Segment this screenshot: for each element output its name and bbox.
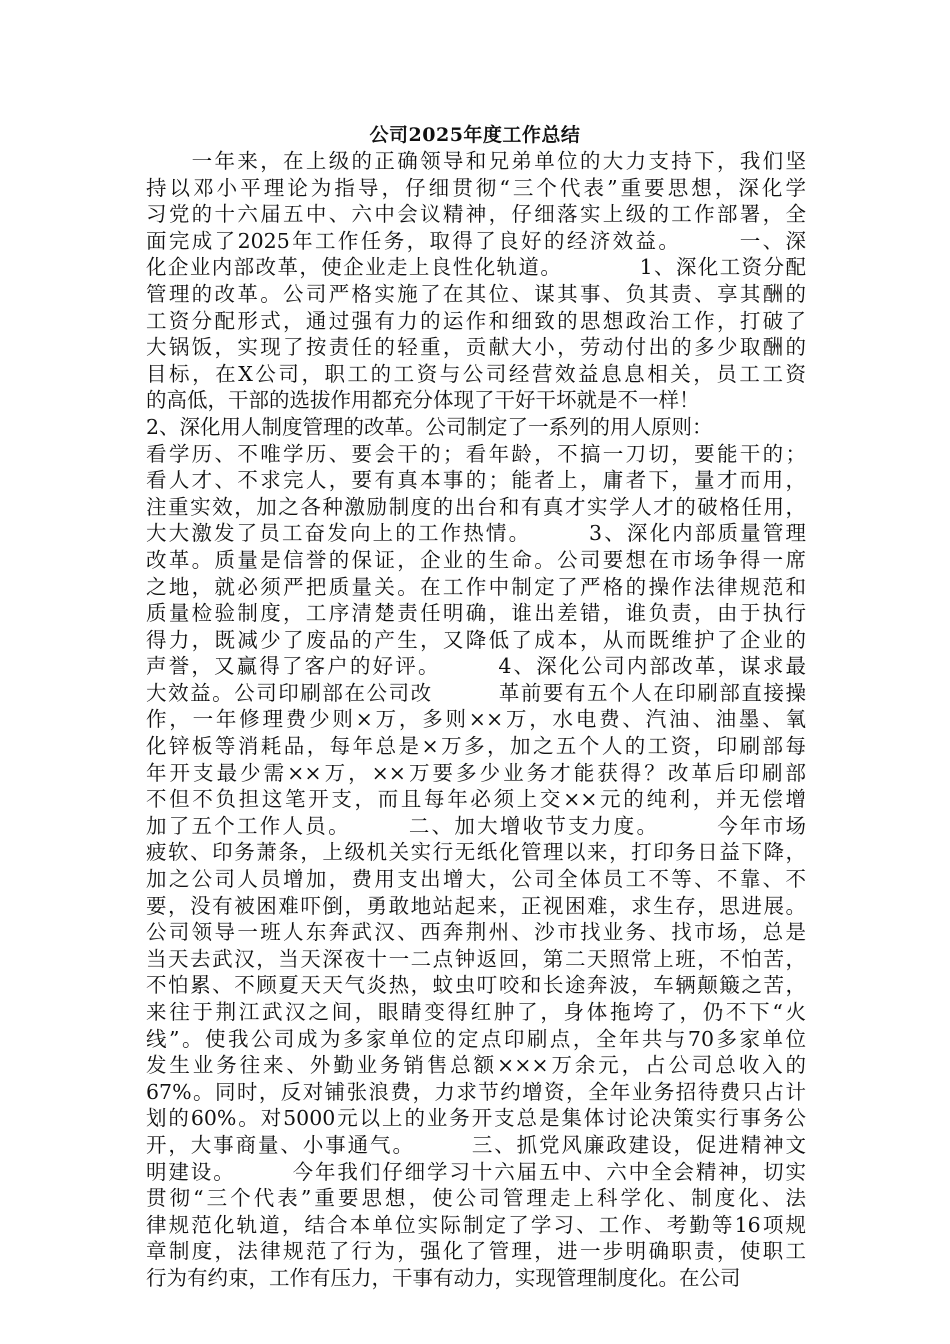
body-line: 工资分配形式，通过强有力的运作和细致的思想政治工作，打破了: [146, 308, 806, 333]
body-line: 之地，就必须严把质量关。在工作中制定了严格的操作法律规范和: [146, 574, 806, 599]
body-line: 公司领导一班人东奔武汉、西奔荆州、沙市找业务、找市场，总是: [146, 920, 806, 945]
body-line: 来往于荆江武汉之间，眼睛变得红肿了，身体拖垮了，仍不下“火: [146, 1000, 806, 1024]
body-line: 章制度，法律规范了行为，强化了管理，进一步明确职责，使职工: [146, 1239, 806, 1264]
body-line: 化锌板等消耗品，每年总是×万多，加之五个人的工资，印刷部每: [146, 734, 806, 759]
body-line: 明建设。 今年我们仔细学习十六届五中、六中全会精神，切实: [146, 1159, 806, 1184]
body-line: 不但不负担这笔开支，而且每年必须上交××元的纯利，并无偿增: [146, 787, 806, 812]
body-line: 目标，在Ⅹ公司，职工的工资与公司经营效益息息相关，员工工资: [146, 361, 806, 386]
body-line: 疲软、印务萧条，上级机关实行无纸化管理以来，打印务日益下降，: [146, 840, 806, 865]
body-line: 开，大事商量、小事通气。 三、抓党风廉政建设，促进精神文: [146, 1132, 806, 1157]
body-line: 化企业内部改革，使企业走上良性化轨道。 1、深化工资分配: [146, 255, 806, 280]
body-line: 持以邓小平理论为指导，仔细贯彻“三个代表”重要思想，深化学: [146, 175, 806, 200]
body-line: 2、深化用人制度管理的改革。公司制定了一系列的用人原则：: [146, 414, 713, 439]
body-line: 加之公司人员增加，费用支出增大，公司全体员工不等、不靠、不: [146, 867, 806, 892]
document-title: 公司2025年度工作总结: [369, 124, 581, 146]
document-body: [146, 148, 806, 1292]
body-line: 发生业务往来、外勤业务销售总额×××万余元，占公司总收入的: [146, 1053, 806, 1078]
body-line: 管理的改革。公司严格实施了在其位、谋其事、负其责、享其酬的: [146, 281, 806, 306]
body-line: 看学历、不唯学历、要会干的；看年龄，不搞一刀切，要能干的；: [146, 441, 806, 466]
body-line: 看人才、不求完人，要有真本事的；能者上，庸者下，量才而用，: [146, 468, 806, 493]
body-line: 贯彻“三个代表”重要思想，使公司管理走上科学化、制度化、法: [146, 1186, 806, 1211]
body-line: 律规范化轨道，结合本单位实际制定了学习、工作、考勤等16项规: [146, 1212, 806, 1237]
body-line: 线”。使我公司成为多家单位的定点印刷点，全年共与70多家单位: [146, 1026, 806, 1051]
body-line: 67%。同时，反对铺张浪费，力求节约增资，全年业务招待费只占计: [146, 1079, 806, 1104]
body-line: 大锅饭，实现了按责任的轻重，贡献大小，劳动付出的多少取酬的: [146, 335, 806, 360]
body-line: 当天去武汉，当天深夜十一二点钟返回，第二天照常上班，不怕苦，: [146, 946, 806, 971]
body-line: 行为有约束，工作有压力，干事有动力，实现管理制度化。在公司: [146, 1265, 741, 1290]
body-line: 得力，既减少了废品的产生，又降低了成本，从而既维护了企业的: [146, 627, 806, 652]
body-line: 划的60%。对5000元以上的业务开支总是集体讨论决策实行事务公: [146, 1106, 806, 1131]
body-line: 要，没有被困难吓倒，勇敢地站起来，正视困难，求生存，思进展。: [146, 893, 806, 918]
body-line: 习党的十六届五中、六中会议精神，仔细落实上级的工作部署，全: [146, 202, 806, 227]
body-line: 质量检验制度，工序清楚责任明确，谁出差错，谁负责，由于执行: [146, 601, 806, 626]
body-line: 作，一年修理费少则×万，多则××万，水电费、汽油、油墨、氧: [146, 707, 806, 732]
body-line: 大大激发了员工奋发向上的工作热情。 3、深化内部质量管理: [146, 521, 806, 546]
body-line: 加了五个工作人员。 二、加大增收节支力度。 今年市场: [146, 813, 806, 838]
body-line: 声誉，又赢得了客户的好评。 4、深化公司内部改革，谋求最: [146, 654, 806, 679]
body-line: 不怕累、不顾夏天天气炎热，蚊虫叮咬和长途奔波，车辆颠簸之苦，: [146, 973, 806, 998]
body-line: 的高低，干部的选拔作用都充分体现了干好干坏就是不一样！: [146, 388, 700, 413]
body-line: 改革。质量是信誉的保证，企业的生命。公司要想在市场争得一席: [146, 547, 806, 572]
body-line: 年开支最少需××万，××万要多少业务才能获得？改革后印刷部: [146, 760, 806, 785]
body-line: 面完成了2025年工作任务，取得了良好的经济效益。 一、深: [146, 228, 806, 253]
body-line: 注重实效，加之各种激励制度的出台和有真才实学人才的破格任用，: [146, 494, 806, 519]
body-line: 一年来，在上级的正确领导和兄弟单位的大力支持下，我们坚: [146, 149, 806, 173]
body-line: 大效益。公司印刷部在公司改 革前要有五个人在印刷部直接操: [146, 680, 806, 705]
